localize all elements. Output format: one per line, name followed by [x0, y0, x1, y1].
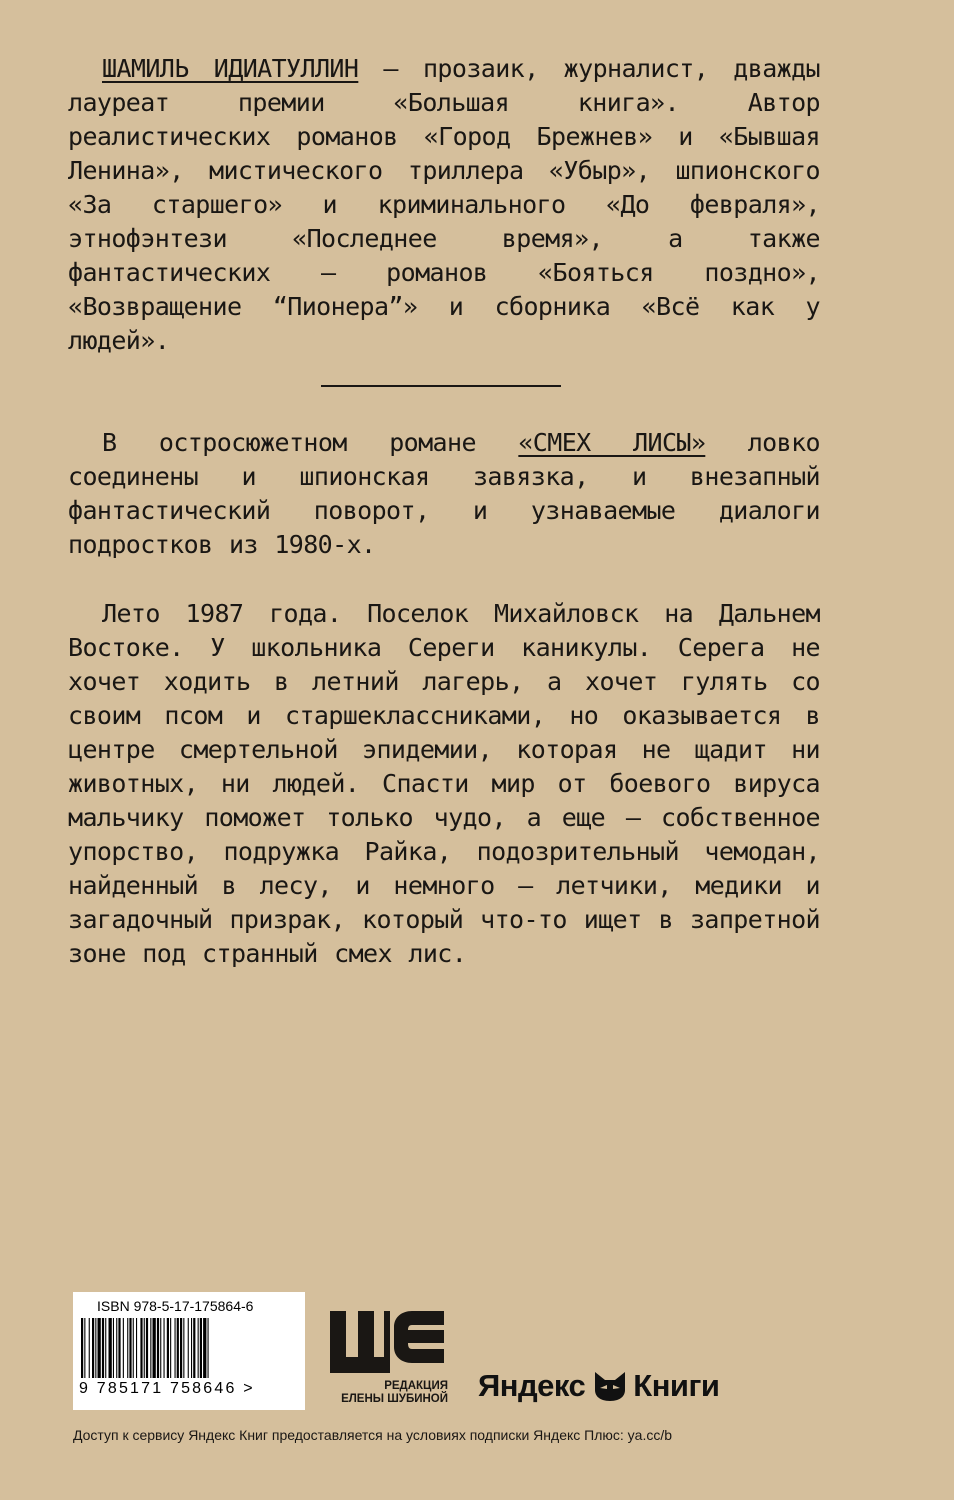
- cat-icon: [593, 1370, 627, 1402]
- book-title: «СМЕХ ЛИСЫ»: [518, 428, 706, 457]
- barcode-bar: [127, 1318, 128, 1378]
- barcode-bar: [198, 1318, 199, 1378]
- barcode-bar: [113, 1318, 114, 1378]
- barcode-bar: [133, 1318, 134, 1378]
- barcode-bar: [129, 1318, 131, 1378]
- barcode-bar: [167, 1318, 169, 1378]
- barcode-bar: [146, 1318, 148, 1378]
- divider: [321, 385, 561, 387]
- barcode-bar: [175, 1318, 176, 1378]
- barcode-bar: [98, 1318, 101, 1378]
- barcode-bar: [183, 1318, 184, 1378]
- barcode-bar: [109, 1318, 112, 1378]
- author-bio-text: — прозаик, журналист, дважды лауреат премии «Большая книга». Автор реалистических романов «Город Брежнев» и «Бывшая Ленина», мистического триллера «Убыр», шпионского «За старшего» и криминального «До февраля», этнофэнтези «Последнее время», а также фантастических — романов «Бояться поздно», «Возвращение “Пионера”» и сборника «Всё как у людей».: [68, 54, 821, 355]
- isbn-digits: 9 785171 758646 >: [79, 1380, 255, 1397]
- publisher-logo-icon: [328, 1305, 446, 1375]
- barcode-bar: [150, 1318, 151, 1378]
- barcode-bar: [116, 1318, 117, 1378]
- synopsis-text: Лето 1987 года. Поселок Михайловск на Дальнем Востоке. У школьника Сереги каникулы. Серега не хочет ходить в летний лагерь, а хочет гулять со своим псом и старшеклассниками, но оказывается в центре смертельной эпидемии, которая не щадит ни животных, ни людей. Спасти мир от боевого вируса мальчику поможет только чудо, а еще — собственное упорство, подружка Райка, подозрительный чемодан, найденный в лесу, и немного — летчики, медики и загадочный призрак, который что-то ищет в запретной зоне под странный смех лис.: [68, 599, 820, 968]
- barcode-bar: [160, 1318, 161, 1378]
- barcode-bar: [208, 1318, 209, 1378]
- yandex-books-logo: [478, 1368, 719, 1404]
- barcode-bar: [102, 1318, 104, 1378]
- barcode-bar: [203, 1318, 206, 1378]
- barcode-bar: [123, 1318, 124, 1378]
- barcode-bar: [118, 1318, 120, 1378]
- isbn-label: ISBN 978-5-17-175864-6: [97, 1298, 254, 1314]
- author-name: ШАМИЛЬ ИДИАТУЛЛИН: [102, 54, 359, 83]
- barcode-bar: [193, 1318, 195, 1378]
- publisher-name: [318, 1380, 448, 1406]
- intro-lead: В остросюжетном романе: [102, 428, 519, 457]
- isbn-barcode-block: [73, 1292, 305, 1410]
- barcode-bar: [188, 1318, 189, 1378]
- barcode-bar: [200, 1318, 202, 1378]
- books-word: Книги: [633, 1368, 720, 1403]
- publisher-line-2: ЕЛЕНЫ ШУБИНОЙ: [341, 1393, 448, 1405]
- synopsis-paragraph: [68, 597, 820, 971]
- intro-paragraph: [68, 426, 820, 562]
- barcode-bar: [144, 1318, 145, 1378]
- barcode-bar: [140, 1318, 142, 1378]
- barcode-bar: [153, 1318, 156, 1378]
- barcode-bar: [170, 1318, 171, 1378]
- intro-text: ловко соединены и шпионская завязка, и внезапный фантастический поворот, и узнаваемые диалоги подростков из 1980-х.: [68, 428, 820, 559]
- barcode-bar: [89, 1318, 90, 1378]
- barcode-bar: [105, 1318, 106, 1378]
- barcode-icon: [81, 1318, 297, 1378]
- barcode-bar: [180, 1318, 182, 1378]
- barcode-bar: [136, 1318, 137, 1378]
- barcode-bar: [81, 1318, 83, 1378]
- barcode-bar: [177, 1318, 179, 1378]
- publisher-line-1: РЕДАКЦИЯ: [384, 1380, 448, 1392]
- barcode-bar: [95, 1318, 96, 1378]
- author-bio: [68, 52, 820, 358]
- access-note: Доступ к сервису Яндекс Книг предоставляется на условиях подписки Яндекс Плюс: ya.cc/b: [73, 1427, 673, 1443]
- yandex-word: Яндекс: [478, 1368, 586, 1403]
- barcode-bar: [84, 1318, 85, 1378]
- barcode-bar: [191, 1318, 192, 1378]
- barcode-bar: [164, 1318, 165, 1378]
- barcode-bar: [157, 1318, 159, 1378]
- barcode-bar: [92, 1318, 94, 1378]
